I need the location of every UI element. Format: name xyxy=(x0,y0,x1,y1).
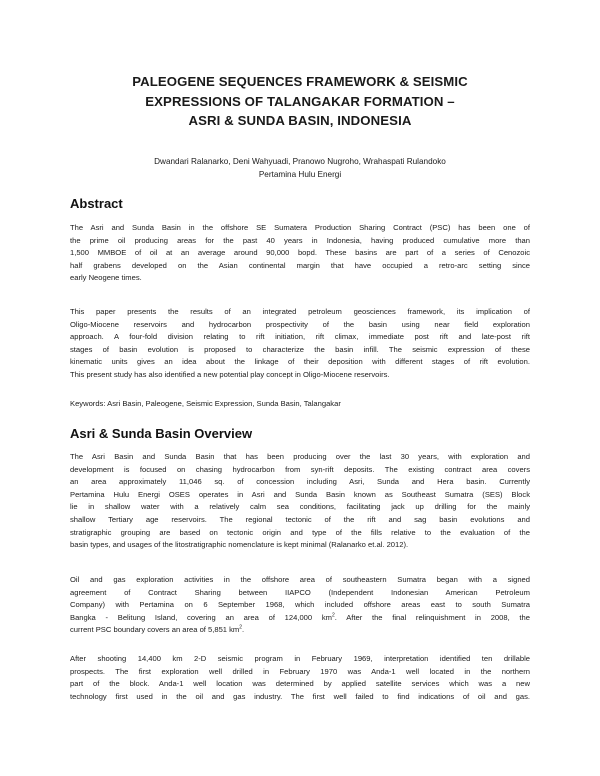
text-line: lie in shallow water with a relatively calm sea conditions, facilitating jack up drilling for the mainly xyxy=(70,502,530,512)
abstract-paragraph-1 xyxy=(70,222,530,285)
text-line: approach. A four-fold division relating to rift initiation, rift climax, immediate post rift and late-post rift xyxy=(70,332,530,342)
text-line: shallow Tertiary age reservoirs. The regional tectonic of the rift and sag basin evolutions and xyxy=(70,514,530,524)
abstract-heading: Abstract xyxy=(70,196,123,211)
text-fragment: . xyxy=(242,625,245,635)
text-line: early Neogene times. xyxy=(70,273,142,283)
text-fragment: Bangka - Belitung Island, covering an area of 124,000 km xyxy=(70,612,332,622)
paper-title xyxy=(60,72,540,131)
keywords-line: Keywords: Asri Basin, Paleogene, Seismic Expression, Sunda Basin, Talangakar xyxy=(70,399,341,408)
affiliation: Pertamina Hulu Energi xyxy=(258,170,342,179)
title-line: EXPRESSIONS OF TALANGAKAR FORMATION – xyxy=(145,93,455,109)
overview-paragraph-1 xyxy=(70,451,530,552)
text-line: technology first used in the oil and gas industry. The first well failed to find indications of oil and gas. xyxy=(70,691,530,701)
text-line: Company) with Pertamina on 6 September 1968, which included offshore areas east to south Sumatra xyxy=(70,600,530,610)
text-line: stages of basin evolution is proposed to characterize the basin infill. The seismic expression of these xyxy=(70,344,530,354)
author-list: Dwandari Ralanarko, Deni Wahyuadi, Pranowo Nugroho, Wrahaspati Rulandoko xyxy=(154,157,446,166)
text-line: The Asri and Sunda Basin in the offshore SE Sumatera Production Sharing Contract (PSC) has been one of xyxy=(70,223,530,232)
text-line: development is focused on chasing hydrocarbon from syn-rift deposits. The existing contract area covers xyxy=(70,464,530,474)
author-block xyxy=(60,155,540,181)
keywords xyxy=(70,398,530,411)
text-line: part of the block. Anda-1 well location was determined by applied satellite services which was a new xyxy=(70,679,530,689)
text-line: half grabens developed on the Asian continental margin that have occupied a retro-arc setting since xyxy=(70,260,530,270)
superscript: 2 xyxy=(331,612,335,619)
text-line: This paper presents the results of an integrated petroleum geosciences framework, its implication of xyxy=(70,307,530,316)
overview-paragraph-3 xyxy=(70,653,530,703)
text-line: stratigraphic grouping are based on tectonic origin and type of the fills relative to the evaluation of the xyxy=(70,527,530,537)
text-line-with-superscript xyxy=(70,624,530,637)
text-line: agreement of Contract Sharing between IIAPCO (Independent Indonesian American Petroleum xyxy=(70,587,530,597)
text-fragment: . After the final relinquishment in 2008, the xyxy=(334,612,530,622)
text-line: kinematic units gives an idea about the linkage of their deposition with different stages of rift evolution. xyxy=(70,357,530,367)
text-line: This present study has also identified a new potential play concept in Oligo-Miocene reservoirs. xyxy=(70,369,390,379)
title-line: PALEOGENE SEQUENCES FRAMEWORK & SEISMIC xyxy=(132,74,468,89)
text-line: prospects. The first exploration well drilled in February 1970 was Anda-1 well located in the northern xyxy=(70,666,530,676)
text-line: After shooting 14,400 km 2-D seismic program in February 1969, interpretation identified ten drillable xyxy=(70,654,530,663)
text-line: Oligo-Miocene reservoirs and hydrocarbon prospectivity of the basin using near field exploration xyxy=(70,319,530,329)
text-line: an area approximately 11,046 sq. of concession including Asri, Sunda and Hera basin. Currently xyxy=(70,477,530,487)
overview-paragraph-2 xyxy=(70,574,530,637)
text-line: Oil and gas exploration activities in the offshore area of southeastern Sumatra began with a signed xyxy=(70,575,530,584)
text-line: The Asri Basin and Sunda Basin that has been producing over the last 30 years, with exploration and xyxy=(70,452,530,461)
text-line: the prime oil producing areas for the past 40 years in Indonesia, having produced cumulative more than xyxy=(70,235,530,245)
overview-heading: Asri & Sunda Basin Overview xyxy=(70,426,253,441)
text-fragment: current PSC boundary covers an area of 5,851 km xyxy=(70,625,240,635)
superscript: 2 xyxy=(239,624,243,631)
text-line: basin types, and usages of the litostratigraphic nomenclature is kept minimal (Ralanarko et.al. 2012). xyxy=(70,540,409,550)
abstract-paragraph-2 xyxy=(70,306,530,382)
text-line-with-superscript xyxy=(70,612,530,625)
text-line: Pertamina Hulu Energi OSES operates in Asri and Sunda Basin known as Southeast Sumatra (SES) Block xyxy=(70,489,530,499)
title-line: ASRI & SUNDA BASIN, INDONESIA xyxy=(188,113,412,128)
text-line: 1,500 MMBOE of oil at an average around 90,000 bopd. These basins are part of a series of Cenozoic xyxy=(70,248,530,258)
